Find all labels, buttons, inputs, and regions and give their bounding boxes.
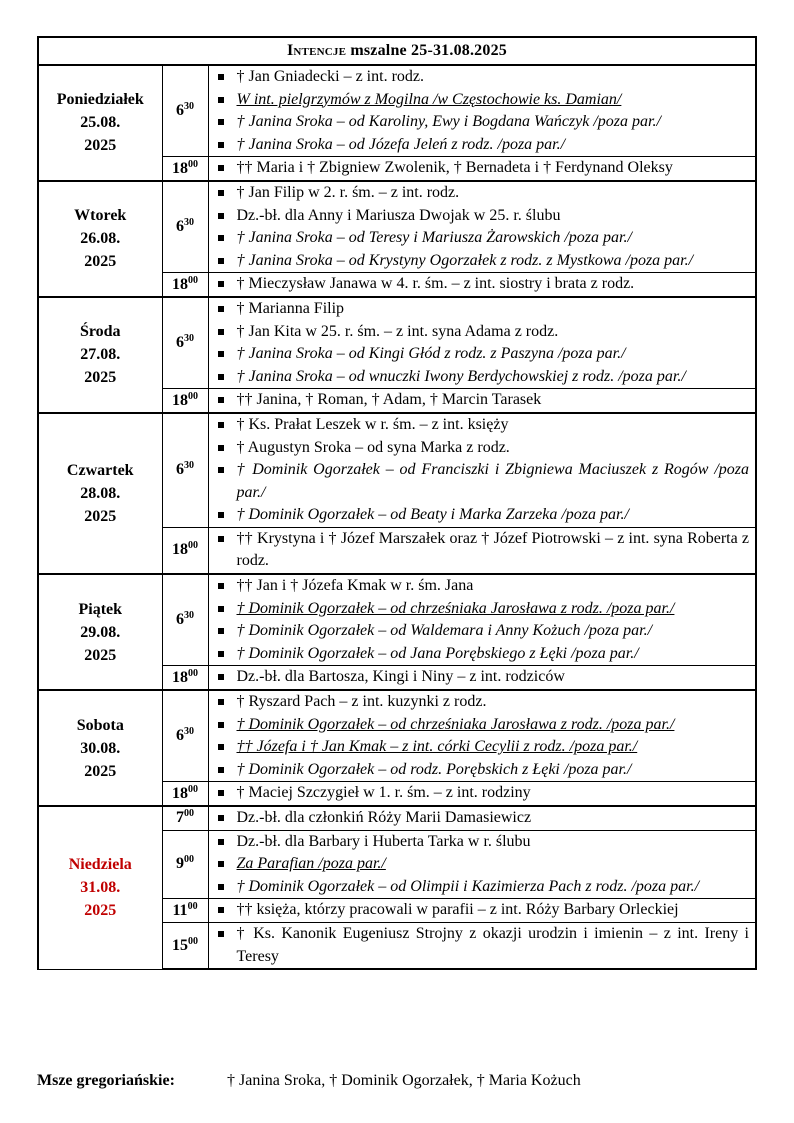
intention-item: W int. pielgrzymów z Mogilna /w Częstochowie ks. Damian/ (217, 89, 750, 112)
mass-hour: 9 (176, 855, 184, 873)
day-name: Piątek (78, 600, 123, 618)
intentions-cell (208, 297, 756, 389)
intentions-list (217, 528, 750, 573)
intention-item: Dz.-bł. dla Bartosza, Kingi i Niny – z int. rodziców (217, 666, 750, 689)
title-word: Intencje (286, 42, 347, 59)
mass-time (162, 297, 208, 389)
intention-item: † Dominik Ogorzałek – od chrześniaka Jarosława z rodz. /poza par./ (217, 598, 750, 621)
day-cell (38, 690, 162, 806)
day-year: 2025 (84, 902, 117, 920)
mass-minute: 00 (187, 900, 198, 912)
day-year: 2025 (84, 646, 117, 664)
mass-hour: 18 (172, 784, 188, 802)
mass-time (162, 574, 208, 666)
mass-minute: 00 (184, 808, 194, 820)
day-name: Niedziela (68, 856, 132, 874)
day-year: 2025 (84, 762, 117, 780)
mass-minute: 00 (184, 854, 194, 866)
day-name: Sobota (76, 716, 124, 734)
intention-item: † Janina Sroka – od Kingi Głód z rodz. z Paszyna /poza par./ (217, 343, 750, 366)
mass-row (38, 65, 756, 157)
mass-minute: 00 (188, 783, 198, 795)
mass-time (162, 527, 208, 574)
intentions-cell (208, 666, 756, 690)
gregorian-label: Msze gregoriańskie: (37, 1072, 175, 1089)
intentions-list (217, 666, 750, 689)
day-date: 28.08. (80, 484, 121, 502)
intention-item: †† Janina, † Roman, † Adam, † Marcin Tarasek (217, 389, 750, 412)
mass-hour: 6 (176, 334, 184, 352)
intention-item: †† Józefa i † Jan Kmak – z int. córki Cecylii z rodz. /poza par./ (217, 736, 750, 759)
intentions-list (217, 157, 750, 180)
mass-hour: 6 (176, 727, 184, 745)
mass-minute: 00 (188, 540, 198, 552)
intentions-cell (208, 806, 756, 830)
mass-hour: 6 (176, 611, 184, 629)
intention-item: †† Krystyna i † Józef Marszałek oraz † Józef Piotrowski – z int. syna Roberta z rodz. (217, 528, 750, 573)
intention-item: †† księża, którzy pracowali w parafii – z int. Róży Barbary Orleckiej (217, 899, 750, 922)
intention-item: † Jan Kita w 25. r. śm. – z int. syna Adama z rodz. (217, 321, 750, 344)
day-date: 25.08. (80, 114, 121, 132)
intention-item: † Dominik Ogorzałek – od Franciszki i Zbigniewa Maciuszek z Rogów /poza par./ (217, 459, 750, 504)
mass-hour: 6 (176, 461, 184, 479)
intention-item: † Dominik Ogorzałek – od Waldemara i Anny Kożuch /poza par./ (217, 620, 750, 643)
mass-hour: 6 (176, 102, 184, 120)
mass-row (38, 806, 756, 830)
mass-time (162, 830, 208, 899)
intentions-cell (208, 690, 756, 782)
intention-item: † Ryszard Pach – z int. kuzynki z rodz. (217, 691, 750, 714)
gregorian-names: † Janina Sroka, † Dominik Ogorzałek, † Maria Kożuch (227, 1072, 581, 1089)
intention-item: † Janina Sroka – od wnuczki Iwony Berdychowskiej z rodz. /poza par./ (217, 366, 750, 389)
mass-hour: 18 (172, 391, 188, 409)
mass-time (162, 413, 208, 527)
mass-minute: 00 (188, 390, 198, 402)
day-date: 30.08. (80, 739, 121, 757)
day-date: 27.08. (80, 346, 121, 364)
mass-minute: 00 (188, 274, 198, 286)
mass-minute: 30 (184, 333, 194, 345)
mass-time (162, 65, 208, 157)
intention-item: † Ks. Prałat Leszek w r. śm. – z int. księży (217, 414, 750, 437)
intention-item: † Jan Filip w 2. r. śm. – z int. rodz. (217, 182, 750, 205)
mass-hour: 15 (172, 936, 188, 954)
mass-time (162, 806, 208, 830)
intention-item: † Dominik Ogorzałek – od chrześniaka Jarosława z rodz. /poza par./ (217, 714, 750, 737)
intentions-cell (208, 157, 756, 181)
day-cell (38, 181, 162, 297)
intentions-cell (208, 181, 756, 273)
day-cell (38, 297, 162, 413)
intention-item: Dz.-bł. dla Barbary i Huberta Tarka w r. ślubu (217, 831, 750, 854)
intention-item: † Dominik Ogorzałek – od Olimpii i Kazimierza Pach z rodz. /poza par./ (217, 876, 750, 899)
intentions-cell (208, 65, 756, 157)
mass-hour: 18 (172, 668, 188, 686)
mass-hour: 11 (172, 901, 188, 919)
mass-hour: 18 (172, 541, 188, 559)
intentions-list (217, 182, 750, 272)
intentions-list (217, 831, 750, 899)
day-name: Środa (79, 323, 121, 341)
mass-row (38, 574, 756, 666)
mass-minute: 00 (188, 667, 198, 679)
mass-row (38, 413, 756, 527)
mass-row (38, 181, 756, 273)
day-name: Czwartek (66, 461, 134, 479)
intention-item: † Augustyn Sroka – od syna Marka z rodz. (217, 437, 750, 460)
mass-hour: 18 (172, 275, 188, 293)
intentions-list (217, 389, 750, 412)
day-year: 2025 (84, 507, 117, 525)
mass-row (38, 690, 756, 782)
intentions-list (217, 298, 750, 388)
intention-item: † Maciej Szczygieł w 1. r. śm. – z int. rodziny (217, 782, 750, 805)
mass-minute: 30 (184, 726, 194, 738)
day-name: Wtorek (74, 207, 127, 225)
intentions-cell (208, 273, 756, 297)
intentions-cell (208, 922, 756, 969)
day-cell (38, 806, 162, 969)
intention-item: † Marianna Filip (217, 298, 750, 321)
day-cell (38, 574, 162, 690)
mass-time (162, 666, 208, 690)
intentions-cell (208, 527, 756, 574)
intentions-list (217, 923, 750, 968)
mass-row (38, 297, 756, 389)
intention-item: †† Jan i † Józefa Kmak w r. śm. Jana (217, 575, 750, 598)
mass-time (162, 782, 208, 806)
intention-item: † Dominik Ogorzałek – od rodz. Porębskich z Łęki /poza par./ (217, 759, 750, 782)
intention-item: † Janina Sroka – od Józefa Jeleń z rodz. /poza par./ (217, 134, 750, 157)
intentions-cell (208, 389, 756, 413)
mass-minute: 00 (188, 935, 198, 947)
day-name: Poniedziałek (56, 91, 144, 109)
intention-item: †† Maria i † Zbigniew Zwolenik, † Bernadeta i † Ferdynand Oleksy (217, 157, 750, 180)
mass-time (162, 690, 208, 782)
intentions-list (217, 691, 750, 781)
intentions-list (217, 575, 750, 665)
day-cell (38, 65, 162, 181)
mass-time (162, 389, 208, 413)
intention-item: † Janina Sroka – od Krystyny Ogorzałek z rodz. z Mystkowa /poza par./ (217, 250, 750, 273)
intentions-cell (208, 574, 756, 666)
day-cell (38, 413, 162, 574)
intentions-list (217, 807, 750, 830)
intentions-list (217, 414, 750, 527)
day-date: 31.08. (80, 879, 121, 897)
day-year: 2025 (84, 137, 117, 155)
mass-minute: 30 (184, 460, 194, 472)
intention-item: Za Parafian /poza par./ (217, 853, 750, 876)
intentions-cell (208, 899, 756, 923)
intentions-cell (208, 413, 756, 527)
intention-item: † Mieczysław Janawa w 4. r. śm. – z int. siostry i brata z rodz. (217, 273, 750, 296)
mass-time (162, 157, 208, 181)
day-year: 2025 (84, 369, 117, 387)
day-date: 29.08. (80, 623, 121, 641)
mass-minute: 30 (184, 217, 194, 229)
mass-time (162, 273, 208, 297)
mass-hour: 18 (172, 159, 188, 177)
title-rest: mszalne 25-31.08.2025 (346, 42, 507, 59)
intentions-list (217, 782, 750, 805)
intentions-list (217, 66, 750, 156)
intention-item: † Janina Sroka – od Teresy i Mariusza Żarowskich /poza par./ (217, 227, 750, 250)
intention-item: † Janina Sroka – od Karoliny, Ewy i Bogdana Wańczyk /poza par./ (217, 111, 750, 134)
intention-item: † Dominik Ogorzałek – od Jana Porębskiego z Łęki /poza par./ (217, 643, 750, 666)
mass-minute: 30 (184, 101, 194, 113)
mass-minute: 30 (184, 610, 194, 622)
intention-item: Dz.-bł. dla członkiń Róży Marii Damasiewicz (217, 807, 750, 830)
intentions-table (37, 36, 757, 970)
intentions-list (217, 899, 750, 922)
mass-hour: 6 (176, 218, 184, 236)
mass-hour: 7 (176, 809, 184, 827)
intentions-list (217, 273, 750, 296)
gregorian-masses (37, 1072, 757, 1090)
intention-item: Dz.-bł. dla Anny i Mariusza Dwojak w 25. r. ślubu (217, 205, 750, 228)
intention-item: † Dominik Ogorzałek – od Beaty i Marka Zarzeka /poza par./ (217, 504, 750, 527)
intentions-cell (208, 830, 756, 899)
intention-item: † Ks. Kanonik Eugeniusz Strojny z okazji urodzin i imienin – z int. Ireny i Teresy (217, 923, 750, 968)
intentions-cell (208, 782, 756, 806)
mass-time (162, 922, 208, 969)
day-date: 26.08. (80, 230, 121, 248)
mass-minute: 00 (188, 158, 198, 170)
day-year: 2025 (84, 253, 117, 271)
mass-time (162, 181, 208, 273)
mass-time (162, 899, 208, 923)
page-title (38, 37, 756, 65)
intention-item: † Jan Gniadecki – z int. rodz. (217, 66, 750, 89)
